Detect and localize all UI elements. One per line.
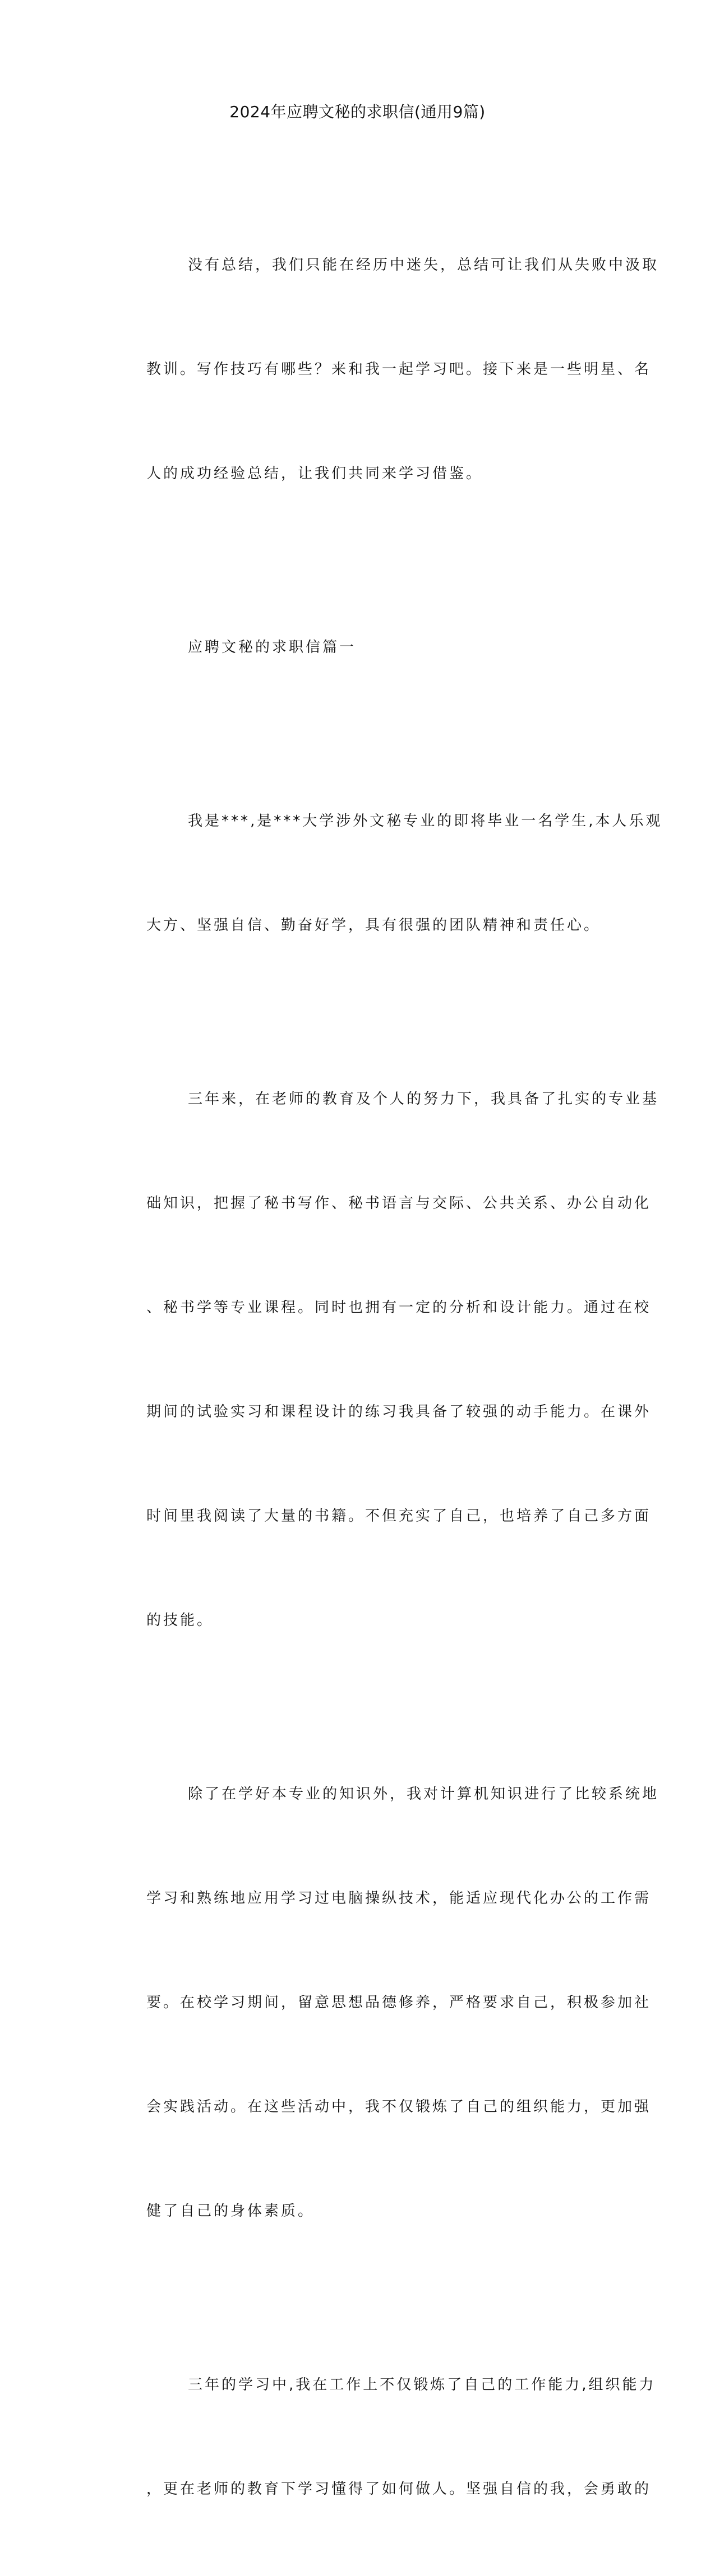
paragraph-education — [105, 1012, 659, 1707]
text-line: 大方、坚强自信、勤奋好学，具有很强的团队精神和责任心。 — [146, 917, 601, 934]
text-line: 会实践活动。在这些活动中，我不仅锻炼了自己的组织能力，更加强 — [146, 2098, 652, 2115]
paragraph-self-intro — [105, 734, 663, 1012]
document-body — [105, 178, 663, 2576]
text-line: ，更在老师的教育下学习懂得了如何做人。坚强自信的我，会勇敢的 — [146, 2481, 652, 2498]
text-line: 要。在校学习期间，留意思想品德修养，严格要求自己，积极参加社 — [146, 1994, 652, 2011]
text-line: 人的成功经验总结，让我们共同来学习借鉴。 — [146, 465, 483, 482]
text-line: 没有总结，我们只能在经历中迷失，总结可让我们从失败中汲取 — [188, 257, 659, 274]
text-line: 三年来，在老师的教育及个人的努力下，我具备了扎实的专业基 — [188, 1091, 659, 1108]
section-heading — [105, 560, 598, 734]
text-line: 健了自己的身体素质。 — [146, 2203, 315, 2220]
text-line: 除了在学好本专业的知识外，我对计算机知识进行了比较系统地 — [188, 1786, 659, 1803]
paragraph-intro — [105, 178, 659, 560]
text-line: 、秘书学等专业课程。同时也拥有一定的分析和设计能力。通过在校 — [146, 1299, 652, 1316]
paragraph-growth — [105, 2298, 656, 2576]
document-title: 2024年应聘文秘的求职信(通用9篇) — [229, 103, 486, 121]
text-line: 教训。写作技巧有哪些？来和我一起学习吧。接下来是一些明星、名 — [146, 361, 652, 378]
text-line: 我是***,是***大学涉外文秘专业的即将毕业一名学生,本人乐观 — [188, 813, 663, 830]
text-line: 应聘文秘的求职信篇一 — [188, 639, 357, 656]
text-line: 础知识，把握了秘书写作、秘书语言与交际、公共关系、办公自动化 — [146, 1195, 652, 1212]
text-line: 学习和熟练地应用学习过电脑操纵技术，能适应现代化办公的工作需 — [146, 1890, 652, 1907]
text-line: 期间的试验实习和课程设计的练习我具备了较强的动手能力。在课外 — [146, 1403, 652, 1420]
text-line: 三年的学习中,我在工作上不仅锻炼了自己的工作能力,组织能力 — [188, 2376, 656, 2393]
text-line: 时间里我阅读了大量的书籍。不但充实了自己，也培养了自己多方面 — [146, 1508, 652, 1525]
paragraph-skills — [105, 1707, 659, 2298]
text-line: 的技能。 — [146, 1612, 214, 1629]
